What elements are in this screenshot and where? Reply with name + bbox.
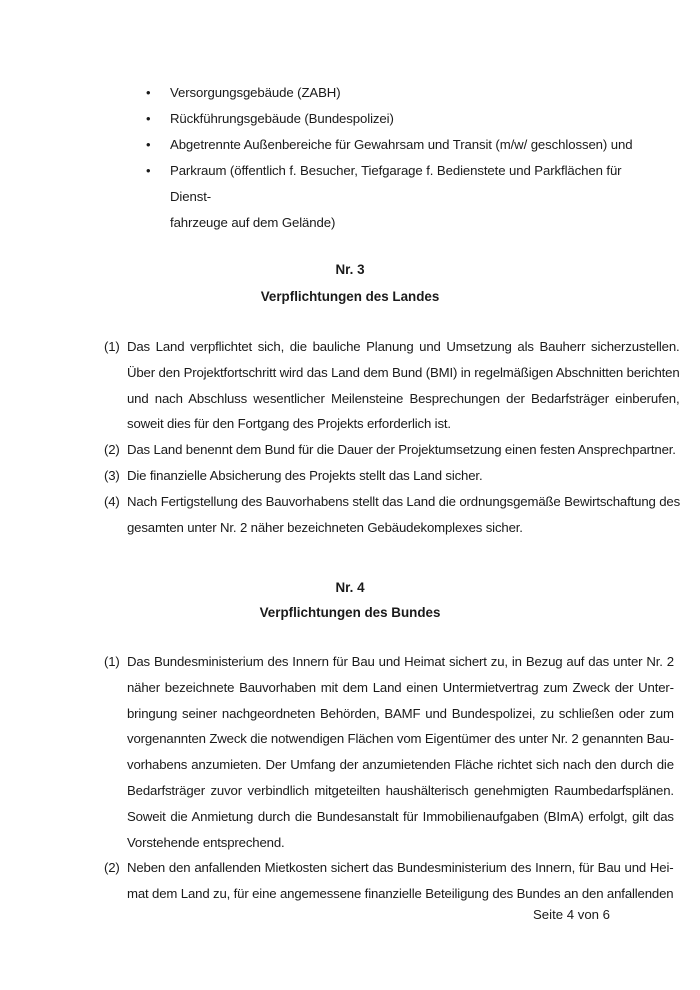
bullet-text-line: Parkraum (öffentlich f. Besucher, Tiefgarage f. Bedienstete und Parkflächen für Dienst-	[170, 163, 622, 204]
clause-number: (1)	[104, 654, 120, 669]
numbered-clause	[104, 463, 624, 489]
bullet-dot-icon: •	[146, 137, 151, 152]
bullet-dot-icon: •	[146, 163, 151, 178]
section-4-title: Verpflichtungen des Bundes	[259, 605, 441, 620]
bullet-dot-icon: •	[146, 85, 151, 100]
clause-text	[127, 649, 674, 855]
clause-text-line: Vorstehende entsprechend.	[127, 834, 285, 850]
bullet-dot-icon: •	[146, 111, 151, 126]
bullet-text-line: Rückführungsgebäude (Bundespolizei)	[170, 111, 394, 126]
clause-text-line: mat dem Land zu, für eine angemessene finanzielle Beteiligung des Bundes an den anfallenden	[127, 886, 674, 902]
bullet-text-line: fahrzeuge auf dem Gelände)	[170, 215, 336, 230]
section-3-items	[104, 334, 681, 540]
clause-number: (3)	[104, 467, 120, 483]
clause-text-line: Bedarfsträger zuvor verbindlich mitgeteilten haushälterisch genehmigten Raumbedarfsplänen.	[127, 782, 674, 798]
clause-text-line: Über den Projektfortschritt wird das Land dem Bund (BMI) in regelmäßigen Abschnitten berichten	[127, 364, 680, 380]
clause-text-line: Die finanzielle Absicherung des Projekts stellt das Land sicher.	[127, 467, 483, 483]
numbered-clause	[104, 649, 674, 855]
clause-text-line: Nach Fertigstellung des Bauvorhabens stellt das Land die ordnungsgemäße Bewirtschaftung des	[127, 493, 681, 509]
bullet-item	[146, 158, 646, 236]
clause-number: (2)	[104, 442, 120, 458]
clause-text-line: vorgenannten Zweck die notwendigen Flächen vom Eigentümer des unter Nr. 2 genannten Bau-	[127, 731, 674, 747]
numbered-clause	[104, 489, 681, 541]
bullet-text-line: Abgetrennte Außenbereiche für Gewahrsam und Transit (m/w/ geschlossen) und	[170, 137, 633, 152]
clause-text-line: Das Bundesministerium des Innern für Bau und Heimat sichert zu, in Bezug auf das unter Nr. 2	[127, 654, 674, 669]
clause-text-line: und nach Abschluss wesentlicher Meilensteine Besprechungen der Bedarfsträger einberufen,	[127, 390, 680, 406]
clause-text-line: Das Land verpflichtet sich, die bauliche Planung und Umsetzung als Bauherr sicherzustellen.	[127, 339, 680, 354]
clause-number: (1)	[104, 339, 120, 354]
section-4-items	[104, 649, 674, 907]
section-3-number: Nr. 3	[335, 262, 365, 277]
clause-text-line: soweit dies für den Fortgang des Projekts erforderlich ist.	[127, 416, 451, 432]
numbered-clause	[104, 437, 676, 463]
bullet-item	[146, 106, 646, 132]
clause-text	[127, 334, 680, 437]
clause-text-line: Neben den anfallenden Mietkosten sichert das Bundesministerium des Innern, für Bau und Hei-	[127, 860, 674, 876]
numbered-clause	[104, 855, 674, 907]
clause-text	[127, 489, 680, 541]
bullet-text-line: Versorgungsgebäude (ZABH)	[170, 85, 341, 100]
section-3-title: Verpflichtungen des Landes	[260, 289, 440, 304]
clause-text-line: vorhabens anzumieten. Der Umfang der anzumietenden Fläche richtet sich nach den durch die	[127, 757, 674, 773]
clause-text-line: bringung seiner nachgeordneten Behörden, BAMF und Bundespolizei, zu schließen oder zum	[127, 705, 674, 721]
numbered-clause	[104, 334, 680, 437]
clause-text-line: gesamten unter Nr. 2 näher bezeichneten Gebäudekomplexes sicher.	[127, 519, 523, 535]
clause-text	[127, 437, 676, 463]
clause-text	[127, 855, 673, 907]
clause-number: (4)	[104, 493, 120, 509]
clause-text-line: näher bezeichnete Bauvorhaben mit dem Land einen Untermietvertrag zum Zweck der Unter-	[127, 679, 674, 695]
clause-text	[127, 463, 624, 489]
bullet-text	[170, 80, 646, 106]
bullet-text	[170, 158, 646, 236]
clause-number: (2)	[104, 860, 120, 876]
clause-text-line: Soweit die Anmietung durch die Bundesanstalt für Immobilienaufgaben (BImA) erfolgt, gilt das	[127, 808, 674, 824]
page-number: Seite 4 von 6	[533, 907, 610, 922]
section-4-number: Nr. 4	[335, 580, 365, 595]
clause-text-line: Das Land benennt dem Bund für die Dauer der Projektumsetzung einen festen Ansprechpartner.	[127, 442, 676, 458]
building-bullet-list	[146, 80, 646, 236]
bullet-text	[170, 106, 646, 132]
bullet-text	[170, 132, 646, 158]
bullet-item	[146, 80, 646, 106]
bullet-item	[146, 132, 646, 158]
